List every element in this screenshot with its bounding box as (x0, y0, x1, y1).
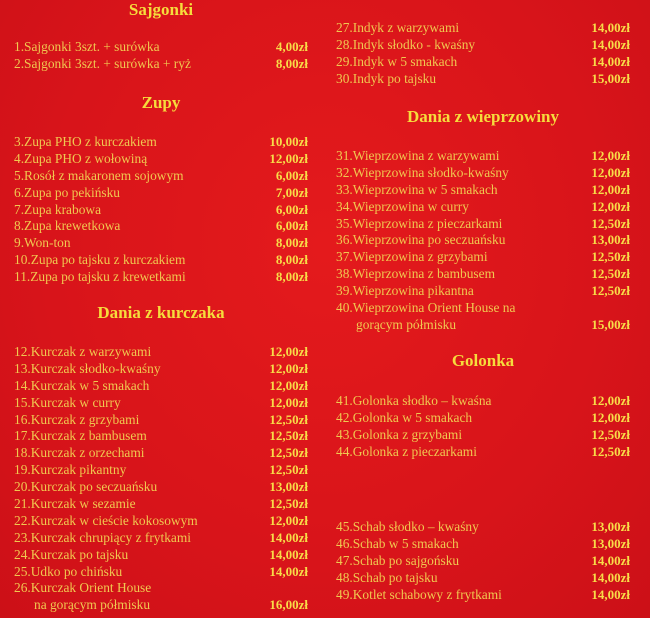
menu-item-price: 14,00zł (269, 563, 308, 579)
menu-item (336, 553, 630, 570)
menu-item-price: 12,00zł (591, 198, 630, 214)
section-heading: Sajgonki (128, 0, 194, 19)
menu-item-name: 31.Wieprzowina z warzywami (336, 148, 500, 163)
menu-item-name: 4.Zupa PHO z wołowiną (14, 150, 148, 166)
menu-item-name: 24.Kurczak po tajsku (14, 546, 129, 562)
menu-item-price: 13,00zł (591, 519, 630, 534)
menu-item-name: 9.Won-ton (14, 235, 71, 251)
menu-item (14, 56, 308, 73)
section-heading: Dania z kurczaka (97, 303, 225, 322)
menu-item (336, 148, 630, 165)
menu-item-price: 14,00zł (591, 36, 630, 52)
menu-item-price: 8,00zł (275, 55, 308, 71)
menu-item (336, 199, 630, 216)
menu-item-price: 12,50zł (591, 426, 630, 442)
menu-item-name: 22.Kurczak w cieście kokosowym (14, 512, 198, 528)
section-indyk (336, 20, 630, 88)
menu-item (14, 168, 308, 185)
menu-item-price: 12,50zł (269, 428, 308, 444)
menu-item-price: 14,00zł (591, 20, 630, 35)
menu-item-name: 12.Kurczak z warzywami (14, 344, 152, 359)
menu-item (14, 39, 308, 56)
menu-item-price: 12,50zł (591, 266, 630, 282)
section-dania-z-wieprzowiny (336, 107, 630, 334)
menu-item-price: 8,00zł (275, 269, 308, 285)
menu-item-name: na gorącym półmisku (34, 597, 151, 613)
menu-item (14, 344, 308, 361)
menu-item-price: 12,50zł (269, 411, 308, 427)
menu-item-name: 33.Wieprzowina w 5 smakach (336, 181, 498, 197)
section-schab (336, 519, 630, 603)
menu-item-price: 12,00zł (269, 360, 308, 376)
menu-item (336, 216, 630, 233)
menu-item (336, 37, 630, 54)
menu-item-price: 12,50zł (591, 249, 630, 265)
menu-item-price: 13,00zł (591, 232, 630, 248)
menu-item (14, 428, 308, 445)
menu-item (14, 462, 308, 479)
menu-item (14, 235, 308, 252)
menu-item-name: 21.Kurczak w sezamie (14, 496, 136, 512)
menu-item (14, 218, 308, 235)
menu-item-name: 16.Kurczak z grzybami (14, 411, 140, 427)
menu-item (14, 151, 308, 168)
menu-item-name: 20.Kurczak po seczuańsku (14, 479, 158, 495)
menu-item (14, 202, 308, 219)
menu-item (336, 283, 630, 300)
menu-item-name: 30.Indyk po tajsku (336, 70, 437, 86)
menu-item-name: 25.Udko po chińsku (14, 563, 123, 579)
menu-item-name: 47.Schab po sajgońsku (336, 552, 460, 568)
menu-item-name: 35.Wieprzowina z pieczarkami (336, 215, 503, 231)
menu-item (336, 519, 630, 536)
menu-item (14, 496, 308, 513)
menu-item-name: 40.Wieprzowina Orient House na (336, 300, 516, 316)
menu-item-name: gorącym półmisku (356, 316, 457, 332)
menu-item-name: 29.Indyk w 5 smakach (336, 53, 458, 69)
section-heading: Golonka (451, 351, 515, 370)
menu-item-name: 17.Kurczak z bambusem (14, 428, 147, 444)
menu-item (336, 232, 630, 249)
menu-item (336, 536, 630, 553)
section-golonka (336, 351, 630, 461)
menu-item-price: 12,50zł (269, 496, 308, 512)
section-zupy (14, 93, 308, 286)
menu-item (336, 444, 630, 461)
menu-item-price: 12,50zł (591, 443, 630, 459)
menu-item (14, 564, 308, 581)
menu-item-price: 12,50zł (269, 445, 308, 461)
menu-item-name: 26.Kurczak Orient House (14, 580, 152, 596)
menu-item-name: 19.Kurczak pikantny (14, 462, 127, 478)
menu-item-name: 41.Golonka słodko – kwaśna (336, 393, 492, 408)
menu-item (336, 393, 630, 410)
menu-item-price: 12,00zł (591, 181, 630, 197)
menu-item (336, 266, 630, 283)
menu-item-name: 49.Kotlet schabowy z frytkami (336, 586, 502, 602)
menu-item-price: 14,00zł (591, 552, 630, 568)
section-heading: Zupy (141, 93, 181, 112)
menu-item (336, 71, 630, 88)
menu-item-price: 10,00zł (269, 134, 308, 149)
menu-item (336, 410, 630, 427)
menu-item-name: 32.Wieprzowina słodko-kwaśny (336, 164, 509, 180)
menu-item (336, 427, 630, 444)
menu-item-price: 12,00zł (269, 150, 308, 166)
menu-item (336, 570, 630, 587)
menu-item (336, 54, 630, 71)
menu-item (336, 300, 630, 317)
menu-item (14, 445, 308, 462)
menu-item-price: 6,00zł (275, 201, 308, 217)
menu-item (14, 479, 308, 496)
menu-item-name: 10.Zupa po tajsku z kurczakiem (14, 252, 186, 268)
section-heading: Dania z wieprzowiny (406, 107, 560, 126)
menu-item-name: 37.Wieprzowina z grzybami (336, 249, 488, 265)
menu-item-name: 39.Wieprzowina pikantna (336, 283, 474, 299)
menu-item-price: 12,00zł (591, 393, 630, 408)
menu-item-name: 28.Indyk słodko - kwaśny (336, 36, 476, 52)
menu-item (336, 20, 630, 37)
menu-item-price: 14,00zł (269, 529, 308, 545)
menu-item-price: 14,00zł (591, 53, 630, 69)
menu-item-price: 12,50zł (591, 283, 630, 299)
menu-item-price: 15,00zł (591, 70, 630, 86)
menu-item-price: 13,00zł (269, 479, 308, 495)
menu-item (336, 587, 630, 604)
menu-item-name: 27.Indyk z warzywami (336, 20, 460, 35)
menu-item (336, 182, 630, 199)
menu-item (14, 580, 308, 597)
menu-item-name: 2.Sajgonki 3szt. + surówka + ryż (14, 55, 191, 71)
menu-item-name: 15.Kurczak w curry (14, 394, 121, 410)
menu-item (14, 547, 308, 564)
menu-item-name: 8.Zupa krewetkowa (14, 218, 121, 234)
menu-item-price: 7,00zł (275, 184, 308, 200)
section-sajgonki (14, 0, 308, 73)
menu-item-price: 12,00zł (269, 344, 308, 359)
menu-item-price: 12,50zł (269, 462, 308, 478)
menu-item (14, 597, 308, 614)
menu-item-price: 4,00zł (275, 39, 308, 54)
menu-item-name: 14.Kurczak w 5 smakach (14, 377, 150, 393)
menu-item-name: 46.Schab w 5 smakach (336, 535, 459, 551)
menu-item-price: 14,00zł (591, 586, 630, 602)
menu-item (336, 317, 630, 334)
menu-item-price: 6,00zł (275, 167, 308, 183)
menu-item-name: 34.Wieprzowina w curry (336, 198, 469, 214)
menu-item-name: 43.Golonka z grzybami (336, 426, 463, 442)
menu-item (14, 269, 308, 286)
menu-item (14, 530, 308, 547)
menu-item (14, 252, 308, 269)
menu-item-name: 36.Wieprzowina po seczuańsku (336, 232, 506, 248)
menu-item-price: 14,00zł (269, 546, 308, 562)
menu-item-price: 12,50zł (591, 215, 630, 231)
menu-item (14, 378, 308, 395)
menu-item (14, 185, 308, 202)
menu-item-price: 12,00zł (269, 512, 308, 528)
menu-item-name: 38.Wieprzowina z bambusem (336, 266, 495, 282)
section-dania-z-kurczaka (14, 303, 308, 614)
menu-item-name: 13.Kurczak słodko-kwaśny (14, 360, 161, 376)
menu-item-price: 12,00zł (591, 148, 630, 163)
menu-item-name: 18.Kurczak z orzechami (14, 445, 145, 461)
menu-item (14, 412, 308, 429)
menu-item-price: 12,00zł (591, 164, 630, 180)
menu-item-price: 16,00zł (269, 597, 308, 613)
menu-item (14, 134, 308, 151)
menu-item-name: 23.Kurczak chrupiący z frytkami (14, 529, 191, 545)
menu-item-price: 8,00zł (275, 235, 308, 251)
menu-item (14, 513, 308, 530)
menu-item-price: 13,00zł (591, 535, 630, 551)
menu-item-name: 11.Zupa po tajsku z krewetkami (14, 269, 186, 285)
menu-item-name: 45.Schab słodko – kwaśny (336, 519, 479, 534)
menu-item-price: 6,00zł (275, 218, 308, 234)
menu-item-price: 12,00zł (269, 377, 308, 393)
menu-item (14, 395, 308, 412)
menu-item (336, 249, 630, 266)
menu-item (14, 361, 308, 378)
menu-item-price: 15,00zł (591, 316, 630, 332)
menu-item-name: 6.Zupa po pekińsku (14, 184, 120, 200)
menu-item-price: 14,00zł (591, 569, 630, 585)
menu-item-name: 1.Sajgonki 3szt. + surówka (14, 39, 160, 54)
menu-item-price: 12,00zł (591, 409, 630, 425)
menu-item-name: 48.Schab po tajsku (336, 569, 438, 585)
menu-item-name: 44.Golonka z pieczarkami (336, 443, 477, 459)
menu-item-name: 42.Golonka w 5 smakach (336, 409, 473, 425)
menu-item-name: 5.Rosół z makaronem sojowym (14, 167, 184, 183)
menu-item-name: 7.Zupa krabowa (14, 201, 102, 217)
menu-item-price: 8,00zł (275, 252, 308, 268)
menu-item-price: 12,00zł (269, 394, 308, 410)
menu-item-name: 3.Zupa PHO z kurczakiem (14, 134, 157, 149)
menu-item (336, 165, 630, 182)
